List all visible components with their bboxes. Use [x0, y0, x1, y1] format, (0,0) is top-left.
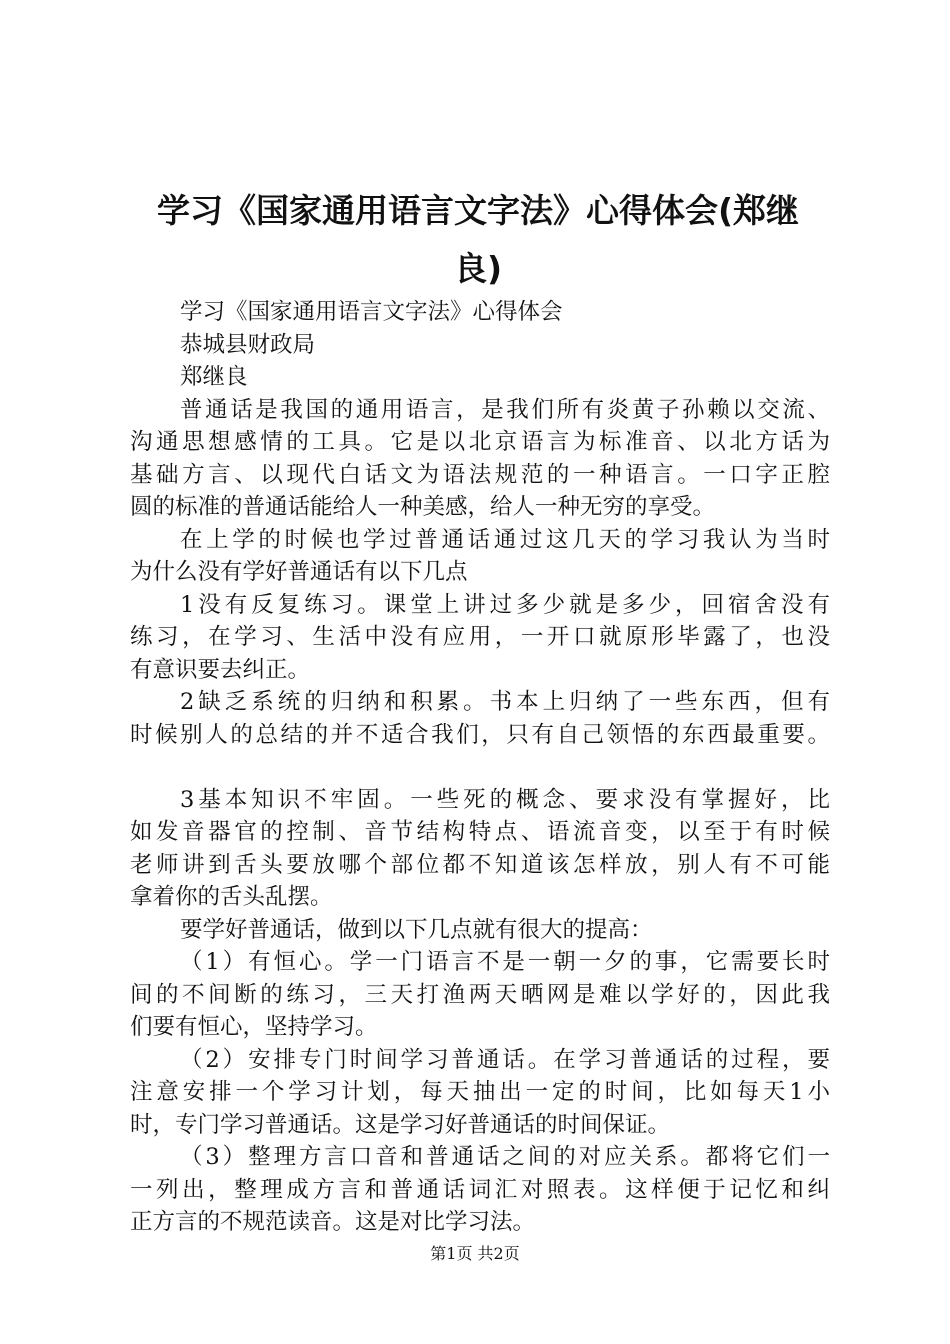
text-line: 时候别人的总结的并不适合我们，只有自己领悟的东西最重要。 [130, 721, 830, 748]
text-line: 恭城县财政局 [180, 331, 316, 358]
text-line: 注意安排一个学习计划，每天抽出一定的时间，比如每天1小 [130, 1079, 830, 1105]
text-line: 圆的标准的普通话能给人一种美感，给人一种无穷的享受。 [130, 494, 716, 520]
text-line: 基础方言、以现代白话文为语法规范的一种语言。一口字正腔 [130, 461, 830, 488]
text-line: 要学好普通话，做到以下几点就有很大的提高： [180, 916, 653, 943]
document-body [130, 296, 830, 1239]
text-line: 练习，在学习、生活中没有应用，一开口就原形毕露了，也没 [130, 624, 830, 650]
document-title [128, 182, 828, 298]
text-line: 们要有恒心，坚持学习。 [130, 1014, 378, 1040]
text-line: （2）安排专门时间学习普通话。在学习普通话的过程，要 [180, 1046, 830, 1073]
text-line: 1没有反复练习。课堂上讲过多少就是多少，回宿舍没有 [180, 591, 830, 618]
text-line: 为什么没有学好普通话有以下几点 [130, 559, 468, 585]
text-line: （1）有恒心。学一门语言不是一朝一夕的事，它需要长时 [180, 949, 830, 975]
text-line: 时，专门学习普通话。这是学习好普通话的时间保证。 [130, 1111, 671, 1138]
text-line: 沟通思想感情的工具。它是以北京语言为标准音、以北方话为 [130, 429, 830, 455]
text-line: 正方言的不规范读音。这是对比学习法。 [130, 1209, 536, 1235]
title-line-1: 学习《国家通用语言文字法》心得体会(郑继 [156, 191, 800, 230]
text-line: 有意识要去纠正。 [130, 656, 311, 683]
text-line: 一列出，整理成方言和普通话词汇对照表。这样便于记忆和纠 [130, 1176, 830, 1203]
text-line: 郑继良 [180, 364, 248, 390]
text-line: 如发音器官的控制、音节结构特点、语流音变，以至于有时候 [130, 819, 830, 845]
text-line: （3）整理方言口音和普通话之间的对应关系。都将它们一 [180, 1144, 830, 1170]
text-line [130, 751, 830, 784]
text-line: 老师讲到舌头要放哪个部位都不知道该怎样放，别人有不可能 [130, 851, 830, 878]
text-line: 在上学的时候也学过普通话通过这几天的学习我认为当时 [180, 526, 830, 553]
text-line: 3基本知识不牢固。一些死的概念、要求没有掌握好，比 [180, 786, 830, 813]
title-line-2: 良) [453, 249, 503, 288]
text-line: 普通话是我国的通用语言，是我们所有炎黄子孙赖以交流、 [180, 396, 830, 423]
text-line: 2缺乏系统的归纳和积累。书本上归纳了一些东西，但有 [180, 689, 830, 715]
text-line: 间的不间断的练习，三天打渔两天晒网是难以学好的，因此我 [130, 981, 830, 1008]
text-line: 学习《国家通用语言文字法》心得体会 [180, 299, 563, 325]
page-footer: 第1页 共2页 [430, 1244, 520, 1263]
text-line: 拿着你的舌头乱摆。 [130, 884, 333, 910]
